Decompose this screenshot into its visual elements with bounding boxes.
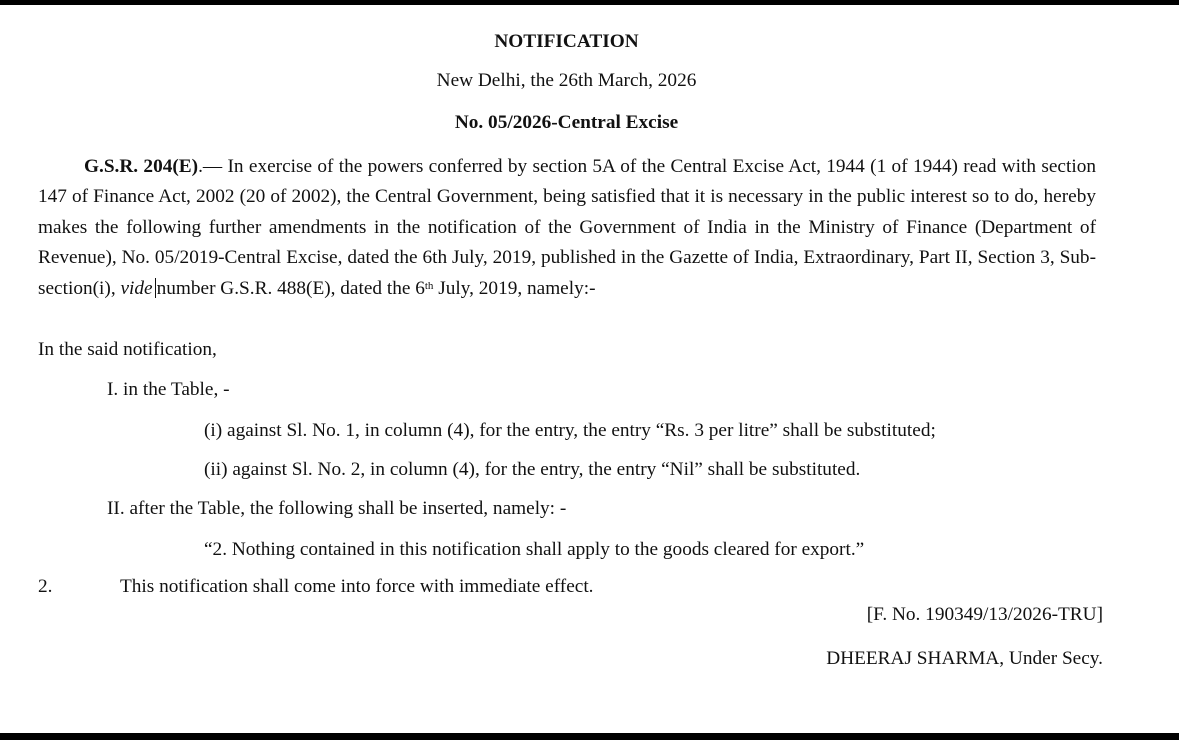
gsr-number: G.S.R. 204(E)	[84, 156, 199, 177]
superscript-th: th	[424, 279, 434, 292]
text-cursor	[155, 278, 156, 298]
para-2-text: This notification shall come into force with immediate effect.	[120, 576, 594, 597]
notification-number: No. 05/2026-Central Excise	[454, 112, 679, 133]
preamble-text-2: number G.S.R. 488(E), dated the 6	[156, 277, 425, 299]
vide-word: vide	[120, 277, 153, 299]
notification-title: NOTIFICATION	[494, 31, 639, 52]
document-page	[0, 5, 1179, 733]
intro-line: In the said notification,	[38, 339, 217, 360]
item-2-text: “2. Nothing contained in this notification shall apply to the goods cleared for export.”	[204, 539, 865, 560]
signatory: DHEERAJ SHARMA, Under Secy.	[826, 648, 1103, 669]
item-1-i: (i) against Sl. No. 1, in column (4), for the entry, the entry “Rs. 3 per litre” shall be substituted;	[204, 420, 936, 441]
preamble-text-1: .— In exercise of the powers conferred by section 5A of the Central Excise Act, 1944 (1 of 1944) read with section 147 of Finance Act, 2002 (20 of 2002), the Central Government, being satisfied that it is necessary in the public interest so to do, hereby makes the following further amendments in the notification of the Government of India in the Ministry of Finance (Department of Revenue), No. 05/2019-Central Excise, dated the 6th July, 2019, published in the Gazette of India, Extraordinary, Part II, Section 3, Sub-section(i),	[38, 156, 1096, 299]
item-1: I. in the Table, -	[107, 379, 230, 400]
preamble-text-3: July, 2019, namely:-	[433, 277, 596, 299]
file-number: [F. No. 190349/13/2026-TRU]	[866, 604, 1103, 625]
item-2: II. after the Table, the following shall be inserted, namely: -	[107, 498, 567, 519]
preamble-paragraph	[38, 152, 1096, 304]
item-1-ii: (ii) against Sl. No. 2, in column (4), for the entry, the entry “Nil” shall be substituted.	[204, 459, 861, 480]
place-date: New Delhi, the 26th March, 2026	[436, 70, 697, 91]
para-2-number: 2.	[38, 576, 53, 597]
